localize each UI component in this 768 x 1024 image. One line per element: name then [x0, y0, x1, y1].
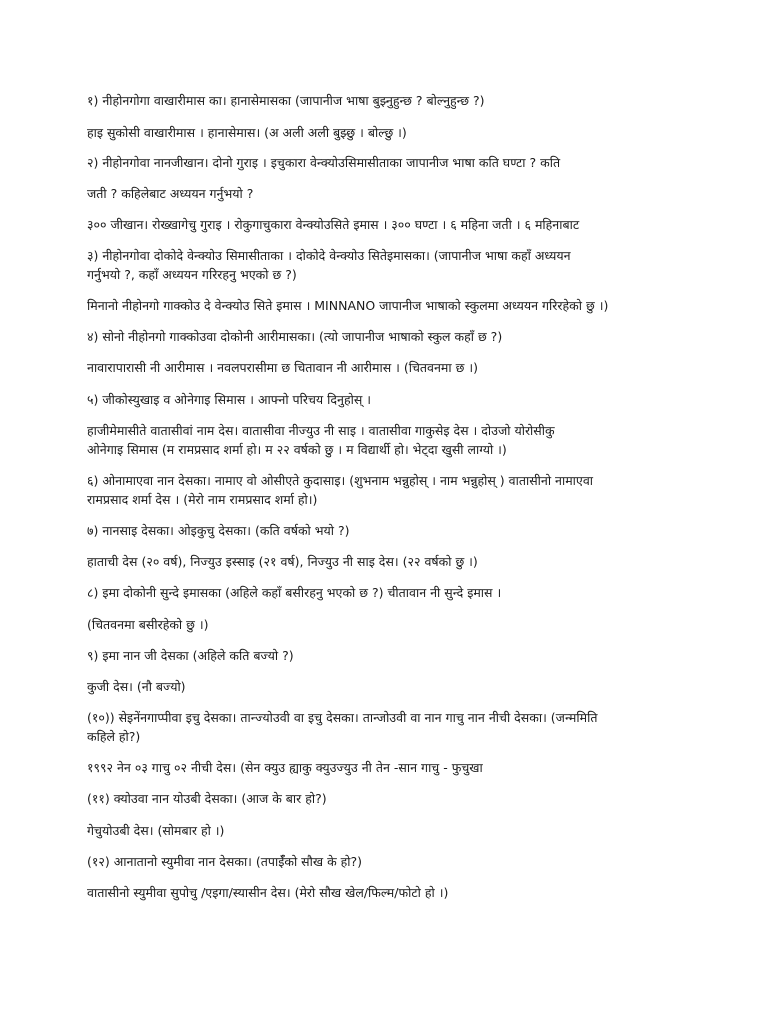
text-line: (१०)) सेइनेंनगाप्पीवा इचु देसका। तान्ज्योउवी वा इचु देसका। तान्जोउवी वा नान गाचु नान नीची देसका। (जन्ममिति [87, 710, 598, 725]
text-line: हाताची देस (२० वर्ष), निज्युउ इस्साइ (२१ वर्ष), निज्युउ नी साइ देस। (२२ वर्षको छु ।) [87, 554, 478, 569]
text-line: ८) इमा दोकोनी सुन्दे इमासका (अहिले कहाँ बसीरहनु भएको छ ?) चीतावान नी सुन्दे इमास । [87, 585, 502, 600]
text-line: ३०० जीखान। रोख्खागेचु गुराइ । रोकुगाचुकारा वेन्क्योउसिते इमास । ३०० घण्टा । ६ महिना जती । ६ महिनाबाट [87, 217, 580, 232]
text-line: गेचुयोउबी देस। (सोमबार हो ।) [87, 823, 225, 838]
text-line: हाजीमेमासीते वातासीवां नाम देस। वातासीवा नीज्युउ नी साइ । वातासीवा गाकुसेइ देस । दोउजो योरोसीकु [87, 423, 555, 438]
text-line: वातासीनो स्युमीवा सुपोचु /एइगा/स्यासीन देस। (मेरो सौख खेल/फिल्म/फोटो हो ।) [87, 885, 449, 900]
text-line: ४) सोनो नीहोनगो गाक्कोउवा दोकोनी आरीमासका। (त्यो जापानीज भाषाको स्कुल कहाँ छ ?) [87, 329, 503, 344]
text-line: १९९२ नेन ०३ गाचु ०२ नीची देस। (सेन क्युउ ह्याकु क्युउज्युउ नी तेन -सान गाचु - फुचुखा [87, 760, 483, 775]
text-line: कहिले हो?) [87, 729, 141, 744]
text-line: ९) इमा नान जी देसका (अहिले कति बज्यो ?) [87, 648, 294, 663]
text-line: (११) क्योउवा नान योउबी देसका। (आज के बार हो?) [87, 791, 327, 806]
text-line: (चितवनमा बसीरहेको छु ।) [87, 617, 209, 632]
text-line: नावारापारासी नी आरीमास । नवलपरासीमा छ चितावान नी आरीमास । (चितवनमा छ ।) [87, 360, 478, 375]
text-line: ६) ओनामाएवा नान देसका। नामाए वो ओसीएते कुदासाइ। (शुभनाम भन्नुहोस् । नाम भन्नुहोस् ) वातासीनो नामाएवा [87, 473, 594, 488]
text-line: २) नीहोनगोवा नानजीखान। दोनो गुराइ । इचुकारा वेन्क्योउसिमासीताका जापानीज भाषा कति घण्टा ? कति [87, 155, 561, 170]
text-line: ५) जीकोस्युखाइ व ओनेगाइ सिमास । आफ्नो परिचय दिनुहोस् । [87, 392, 371, 407]
text-line: गर्नुभयो ?, कहाँ अध्ययन गरिरहनु भएको छ ?) [87, 267, 297, 282]
text-line: कुजी देस। (नौ बज्यो) [87, 679, 186, 694]
text-line: हाइ सुकोसी वाखारीमास । हानासेमास। (अ अली अली बुझ्छु । बोल्छु ।) [87, 125, 407, 140]
text-line: १) नीहोनगोगा वाखारीमास का। हानासेमासका (जापानीज भाषा बुझ्नुहुन्छ ? बोल्नुहुन्छ ?) [87, 93, 485, 108]
text-line: ३) नीहोनगोवा दोकोदे वेन्क्योउ सिमासीताका । दोकोदे वेन्क्योउ सितेइमासका। (जापानीज भाषा कहाँ अध्ययन [87, 248, 571, 263]
text-line: (१२) आनातानो स्युमीवा नान देसका। (तपाईँको सौख के हो?) [87, 854, 363, 869]
text-line: ७) नानसाइ देसका। ओइकुचु देसका। (कति वर्षको भयो ?) [87, 523, 350, 538]
text-line: रामप्रसाद शर्मा देस । (मेरो नाम रामप्रसाद शर्मा हो।) [87, 492, 318, 507]
text-line: ओनेगाइ सिमास (म रामप्रसाद शर्मा हो। म २२ वर्षको छु । म विद्यार्थी हो। भेट्दा खुसी लाग्यो ।) [87, 442, 507, 457]
text-line: मिनानो नीहोनगो गाक्कोउ दे वेन्क्योउ सिते इमास । MINNANO जापानीज भाषाको स्कुलमा अध्ययन गरिरहेको छु ।) [87, 298, 609, 313]
text-line: जती ? कहिलेबाट अध्ययन गर्नुभयो ? [87, 186, 254, 201]
